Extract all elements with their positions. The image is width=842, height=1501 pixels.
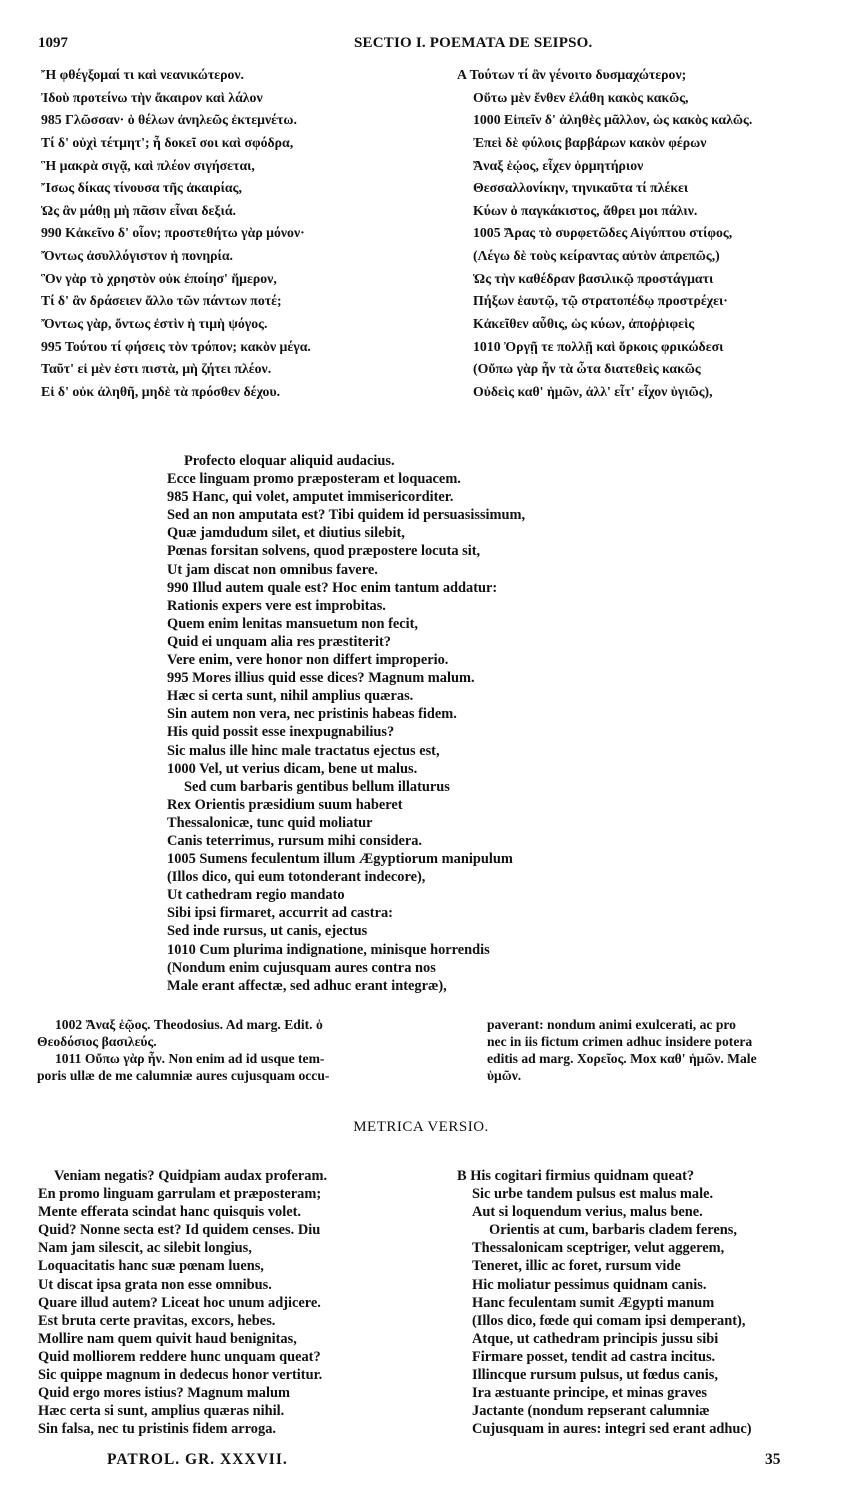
verse-line: 1005 Sumens feculentum illum Ægyptiorum manipulum bbox=[167, 851, 513, 868]
verse-line: Τί δ' οὐχὶ τέτμητ'; ἦ δοκεῖ σοι καὶ σφόδρα, bbox=[41, 134, 294, 150]
verse-line: Sic urbe tandem pulsus est malus male. bbox=[472, 1186, 714, 1203]
page-footer bbox=[0, 1451, 842, 1473]
verse-line: Quem enim lenitas mansuetum non fecit, bbox=[167, 615, 419, 632]
verse-line: Canis teterrimus, rursum mihi considera. bbox=[167, 832, 423, 849]
verse-line: 1000 Vel, ut verius dicam, bene ut malus. bbox=[167, 760, 418, 777]
verse-line: Ἣ μακρὰ σιγᾷ, καὶ πλέον σιγήσεται, bbox=[41, 157, 255, 173]
verse-line: Vere enim, vere honor non differt improperio. bbox=[167, 652, 449, 669]
verse-line: Ὄντως γὰρ, ὄντως ἐστὶν ἡ τιμὴ ψόγος. bbox=[41, 316, 268, 332]
footnote-line: Θεοδόσιος βασιλεύς. bbox=[37, 1034, 157, 1049]
verse-line: Ταῦτ' εἰ μὲν ἐστι πιστὰ, μὴ ζήτει πλέον. bbox=[41, 361, 272, 377]
verse-line: Quid ergo mores istius? Magnum malum bbox=[38, 1385, 290, 1402]
verse-line: Κύων ὁ παγκάκιστος, ἄθρει μοι πάλιν. bbox=[473, 202, 698, 218]
verse-line: 985 Γλῶσσαν· ὁ θέλων ἀνηλεῶς ἐκτεμνέτω. bbox=[41, 112, 297, 128]
footnote-line: paverant: nondum animi exulcerati, ac pro bbox=[487, 1017, 736, 1032]
verse-line: Sed inde rursus, ut canis, ejectus bbox=[167, 923, 368, 940]
verse-line: Ut jam discat non omnibus favere. bbox=[167, 561, 378, 578]
verse-line: Ἰδοὺ προτείνω τὴν ἄκαιρον καὶ λάλον bbox=[41, 89, 263, 105]
verse-line: 995 Mores illius quid esse dices? Magnum malum. bbox=[167, 670, 475, 687]
verse-line: Illincque rursum pulsus, ut fœdus canis, bbox=[472, 1367, 718, 1384]
verse-line: Εἰ δ' οὐκ ἀληθῆ, μηδὲ τὰ πρόσθεν δέχου. bbox=[41, 383, 281, 399]
verse-line: B His cogitari firmius quidnam queat? bbox=[457, 1168, 695, 1184]
verse-line: Thessalonicæ, tunc quid moliatur bbox=[167, 814, 373, 831]
verse-line: Sin falsa, nec tu pristinis fidem arroga. bbox=[38, 1421, 276, 1438]
verse-line: Ὃν γὰρ τὸ χρηστὸν οὐκ ἐποίησ' ἥμερον, bbox=[41, 270, 277, 286]
verse-line: (Οὔπω γὰρ ἦν τὰ ὦτα διατεθεὶς κακῶς bbox=[473, 361, 701, 377]
verse-line: Quare illud autem? Liceat hoc unum adjicere. bbox=[38, 1294, 321, 1311]
verse-line: 990 Illud autem quale est? Hoc enim tantum addatur: bbox=[167, 579, 498, 596]
verse-line: Τί δ' ἂν δράσειεν ἄλλο τῶν πάντων ποτέ; bbox=[41, 293, 282, 309]
verse-line: (Illos dico, fœde qui comam ipsi demperant), bbox=[472, 1312, 746, 1329]
verse-line: Aut si loquendum verius, malus bene. bbox=[472, 1204, 703, 1221]
verse-line: Ecce linguam promo præposteram et loquacem. bbox=[167, 471, 461, 488]
verse-line: 985 Hanc, qui volet, amputet immisericorditer. bbox=[167, 489, 454, 506]
verse-line: Quid ei unquam alia res præstiterit? bbox=[167, 633, 391, 650]
verse-line: Pœnas forsitan solvens, quod præpostere locuta sit, bbox=[167, 543, 481, 560]
verse-line: Cujusquam in aures: integri sed erant adhuc) bbox=[472, 1421, 752, 1438]
verse-line: En promo linguam garrulam et præposteram; bbox=[38, 1186, 322, 1203]
verse-line: Οὐδεὶς καθ' ἡμῶν, ἀλλ' εἶτ' εἶχον ὑγιῶς), bbox=[473, 383, 713, 399]
footnotes-left bbox=[37, 1016, 465, 1084]
verse-line: Loquacitatis hanc suæ pœnam luens, bbox=[38, 1258, 264, 1275]
verse-line: (Nondum enim cujusquam aures contra nos bbox=[167, 959, 436, 976]
footnote-line: ὑμῶν. bbox=[487, 1068, 522, 1083]
section-heading: METRICA VERSIO. bbox=[353, 1119, 489, 1135]
verse-line: Sic quippe magnum in dedecus honor vertitur. bbox=[38, 1367, 323, 1384]
footnote-line: nec in iis fictum crimen adhuc insidere potera bbox=[487, 1034, 753, 1049]
verse-line: Sed cum barbaris gentibus bellum illaturus bbox=[184, 778, 450, 795]
verse-line: Quæ jamdudum silet, et diutius silebit, bbox=[167, 525, 405, 542]
footnote-line: poris ullæ de me calumniæ aures cujusquam occu- bbox=[37, 1068, 330, 1083]
verse-line: Orientis at cum, barbaris cladem ferens, bbox=[489, 1222, 737, 1239]
verse-line: Οὕτω μὲν ἔνθεν ἐλάθη κακὸς κακῶς, bbox=[473, 89, 689, 105]
footnote-line: 1002 Ἄναξ ἑῷος. Theodosius. Ad marg. Edit. ὁ bbox=[55, 1017, 323, 1032]
footnote-line: 1011 Οὔπω γὰρ ἦν. Non enim ad id usque tem- bbox=[55, 1051, 325, 1066]
footnotes-right bbox=[487, 1016, 842, 1084]
verse-line: Θεσσαλλονίκην, τηνικαῦτα τί πλέκει bbox=[473, 180, 689, 196]
verse-line: Sin autem non vera, nec pristinis habeas fidem. bbox=[167, 706, 457, 723]
verse-line: 990 Κἀκεῖνο δ' οἷον; προστεθήτω γὰρ μόνον· bbox=[41, 225, 305, 241]
verse-line: Thessalonicam sceptriger, velut aggerem, bbox=[472, 1240, 725, 1257]
verse-line: Ut discat ipsa grata non esse omnibus. bbox=[38, 1276, 272, 1293]
verse-line: Rex Orientis præsidium suum haberet bbox=[167, 796, 403, 813]
verse-line: 1010 Cum plurima indignatione, minisque horrendis bbox=[167, 941, 490, 958]
verse-line: Sed an non amputata est? Tibi quidem id persuasissimum, bbox=[167, 507, 526, 524]
greek-text-right-column bbox=[457, 64, 752, 404]
verse-line: Ira æstuante principe, et minas graves bbox=[472, 1385, 708, 1402]
verse-line: Jactante (nondum repserant calumniæ bbox=[472, 1403, 710, 1420]
verse-line: Rationis expers vere est improbitas. bbox=[167, 597, 386, 614]
verse-line: Ὡς ἂν μάθῃ μὴ πᾶσιν εἶναι δεξιά. bbox=[41, 202, 236, 218]
verse-line: Πήξων ἑαυτῷ, τῷ στρατοπέδῳ προστρέχει· bbox=[473, 293, 728, 309]
verse-line: Hæc certa si sunt, amplius quæras nihil. bbox=[38, 1403, 285, 1420]
verse-line: Mollire nam quem quivit haud benignitas, bbox=[38, 1330, 297, 1347]
page-header bbox=[38, 35, 822, 59]
verse-line: Quid? Nonne secta est? Id quidem censes. Diu bbox=[38, 1222, 321, 1239]
verse-line: Teneret, illic ac foret, rursum vide bbox=[472, 1258, 681, 1275]
verse-line: Hanc feculentam sumit Ægypti manum bbox=[472, 1294, 715, 1311]
verse-line: (Illos dico, qui eum totonderant indecore), bbox=[167, 869, 426, 886]
verse-line: Firmare posset, tendit ad castra incitus. bbox=[472, 1348, 716, 1365]
verse-line: 1000 Εἰπεῖν δ' ἀληθὲς μᾶλλον, ὡς κακὸς καλῶς. bbox=[473, 112, 753, 128]
verse-line: A Τούτων τί ἂν γένοιτο δυσμαχώτερον; bbox=[457, 67, 687, 82]
verse-line: Ἄναξ ἑῴος, εἶχεν ὁρμητήριον bbox=[473, 157, 644, 173]
metrical-version-left bbox=[38, 1167, 327, 1438]
series-signature: PATROL. GR. XXXVII. bbox=[107, 1451, 288, 1468]
verse-line: Sibi ipsi firmaret, accurrit ad castra: bbox=[167, 905, 393, 922]
verse-line: Quid molliorem reddere hunc unquam queat? bbox=[38, 1348, 321, 1365]
metrical-version-right bbox=[457, 1167, 752, 1438]
verse-line: 1005 Ἄρας τὸ συρφετῶδες Αἰγύπτου στίφος, bbox=[473, 225, 733, 241]
verse-line: Κἀκεῖθεν αὖθις, ὡς κύων, ἀποῤῥιφεὶς bbox=[473, 316, 695, 332]
sheet-number: 35 bbox=[765, 1451, 781, 1468]
verse-line: Ἐπεὶ δὲ φύλοις βαρβάρων κακὸν φέρων bbox=[473, 134, 707, 150]
verse-line: Hic moliatur pessimus quidnam canis. bbox=[472, 1276, 707, 1293]
verse-line: Ἤ φθέγξομαί τι καὶ νεανικώτερον. bbox=[41, 67, 244, 82]
latin-translation bbox=[167, 452, 525, 995]
page-title: SECTIO I. POEMATA DE SEIPSO. bbox=[354, 35, 593, 51]
verse-line: Ἴσως δίκας τίνουσα τῆς ἀκαιρίας, bbox=[41, 180, 242, 196]
verse-line: Ὡς τὴν καθέδραν βασιλικῷ προστάγματι bbox=[473, 270, 714, 286]
greek-text-left-column bbox=[41, 64, 311, 404]
verse-line: Sic malus ille hinc male tractatus ejectus est, bbox=[167, 742, 440, 759]
verse-line: Mente efferata scindat hanc quisquis volet. bbox=[38, 1204, 302, 1221]
verse-line: Nam jam silescit, ac silebit longius, bbox=[38, 1240, 252, 1257]
verse-line: Ut cathedram regio mandato bbox=[167, 887, 345, 904]
verse-line: Veniam negatis? Quidpiam audax proferam. bbox=[54, 1168, 328, 1184]
verse-line: Hæc si certa sunt, nihil amplius quæras. bbox=[167, 688, 414, 705]
verse-line: Est bruta certe pravitas, excors, hebes. bbox=[38, 1312, 276, 1329]
verse-line: Atque, ut cathedram principis jussu sibi bbox=[472, 1330, 719, 1347]
verse-line: His quid possit esse inexpugnabilius? bbox=[167, 724, 395, 741]
footnote-line: editis ad marg. Χορεῖος. Mox καθ' ἡμῶν. Male bbox=[487, 1051, 757, 1066]
verse-line: Ὄντως ἀσυλλόγιστον ἡ πονηρία. bbox=[41, 248, 233, 264]
page-number: 1097 bbox=[38, 35, 68, 51]
verse-line: 1010 Ὀργῇ τε πολλῇ καὶ ὅρκοις φρικώδεσι bbox=[473, 338, 724, 354]
verse-line: (Λέγω δὲ τοὺς κείραντας αὐτὸν ἀπρεπῶς,) bbox=[473, 248, 720, 264]
verse-line: Profecto eloquar aliquid audacius. bbox=[184, 453, 395, 469]
verse-line: 995 Τούτου τί φήσεις τὸν τρόπον; κακὸν μέγα. bbox=[41, 338, 311, 354]
verse-line: Male erant affectæ, sed adhuc erant integræ), bbox=[167, 977, 447, 994]
